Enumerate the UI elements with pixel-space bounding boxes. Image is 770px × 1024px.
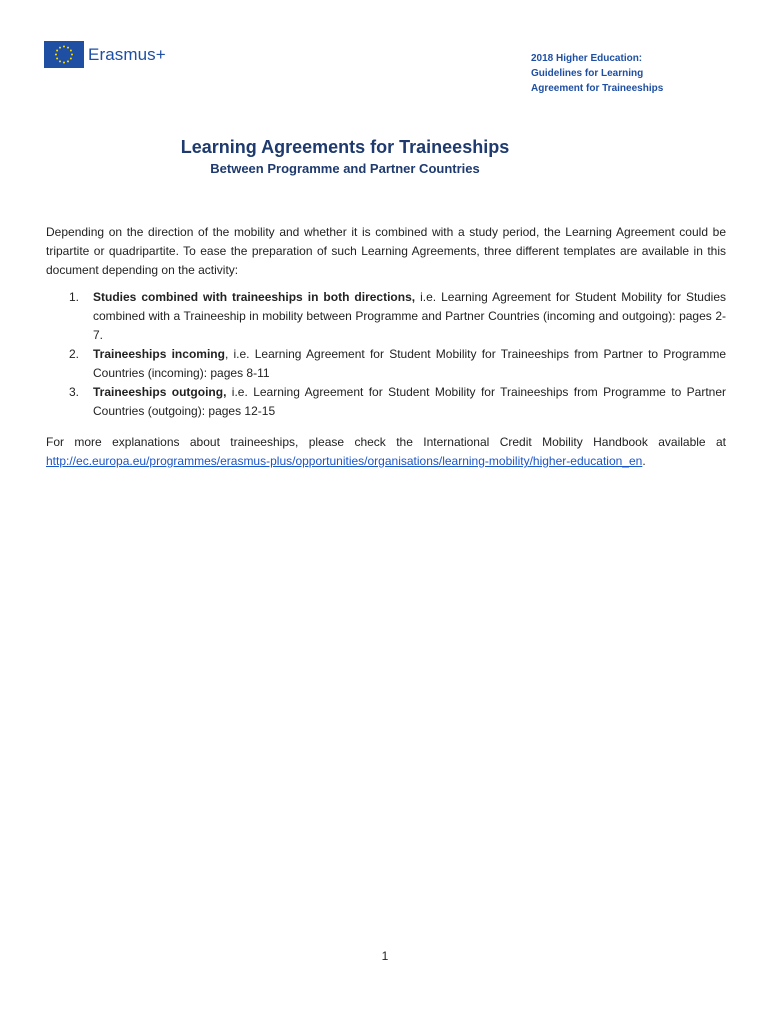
closing-end: . (642, 454, 646, 468)
header-guidelines-label (531, 51, 751, 96)
list-item-heading: Traineeships incoming (93, 347, 225, 361)
template-list (46, 288, 726, 421)
intro-paragraph: Depending on the direction of the mobility and whether it is combined with a study period, the Learning Agreement could be tripartite or quadripartite. To ease the preparation of such Learning Agreements, three different templates are available in this document depending on the activity: (46, 225, 726, 277)
document-body (46, 223, 726, 471)
eu-flag-icon (44, 41, 84, 68)
header-line: 2018 Higher Education: (531, 53, 643, 64)
handbook-link[interactable]: http://ec.europa.eu/programmes/erasmus-plus/opportunities/organisations/learning-mobility/higher-education_en (46, 454, 643, 468)
header-line: Agreement for Traineeships (531, 83, 664, 94)
document-title: Learning Agreements for Traineeships (180, 137, 510, 157)
logo-text: Erasmus+ (88, 44, 166, 64)
list-item-text: , i.e. Learning Agreement for Student Mobility for Traineeships from Partner to Programme Countries (incoming): pages 8-11 (93, 347, 726, 380)
header-line: Guidelines for Learning (531, 68, 644, 79)
document-subtitle: Between Programme and Partner Countries (210, 161, 480, 176)
page-number: 1 (381, 949, 389, 963)
list-number: 3. (69, 385, 80, 399)
list-item-text: i.e. Learning Agreement for Student Mobility for Studies combined with a Traineeship in mobility between Programme and Partner Countries (incoming and outgoing): pages 2-7. (93, 290, 726, 342)
list-item-heading: Studies combined with traineeships in both directions, (93, 290, 416, 304)
list-item (46, 288, 726, 345)
list-item (46, 383, 726, 421)
list-item (46, 345, 726, 383)
list-number: 1. (69, 290, 80, 304)
list-number: 2. (69, 347, 80, 361)
erasmus-logo (44, 41, 166, 68)
closing-paragraph (46, 433, 726, 471)
list-item-heading: Traineeships outgoing, (93, 385, 227, 399)
closing-text: For more explanations about traineeships, please check the International Credit Mobility Handbook available at (46, 435, 726, 449)
list-item-text: i.e. Learning Agreement for Student Mobility for Traineeships from Programme to Partner Countries (outgoing): pages 12-15 (93, 385, 727, 418)
